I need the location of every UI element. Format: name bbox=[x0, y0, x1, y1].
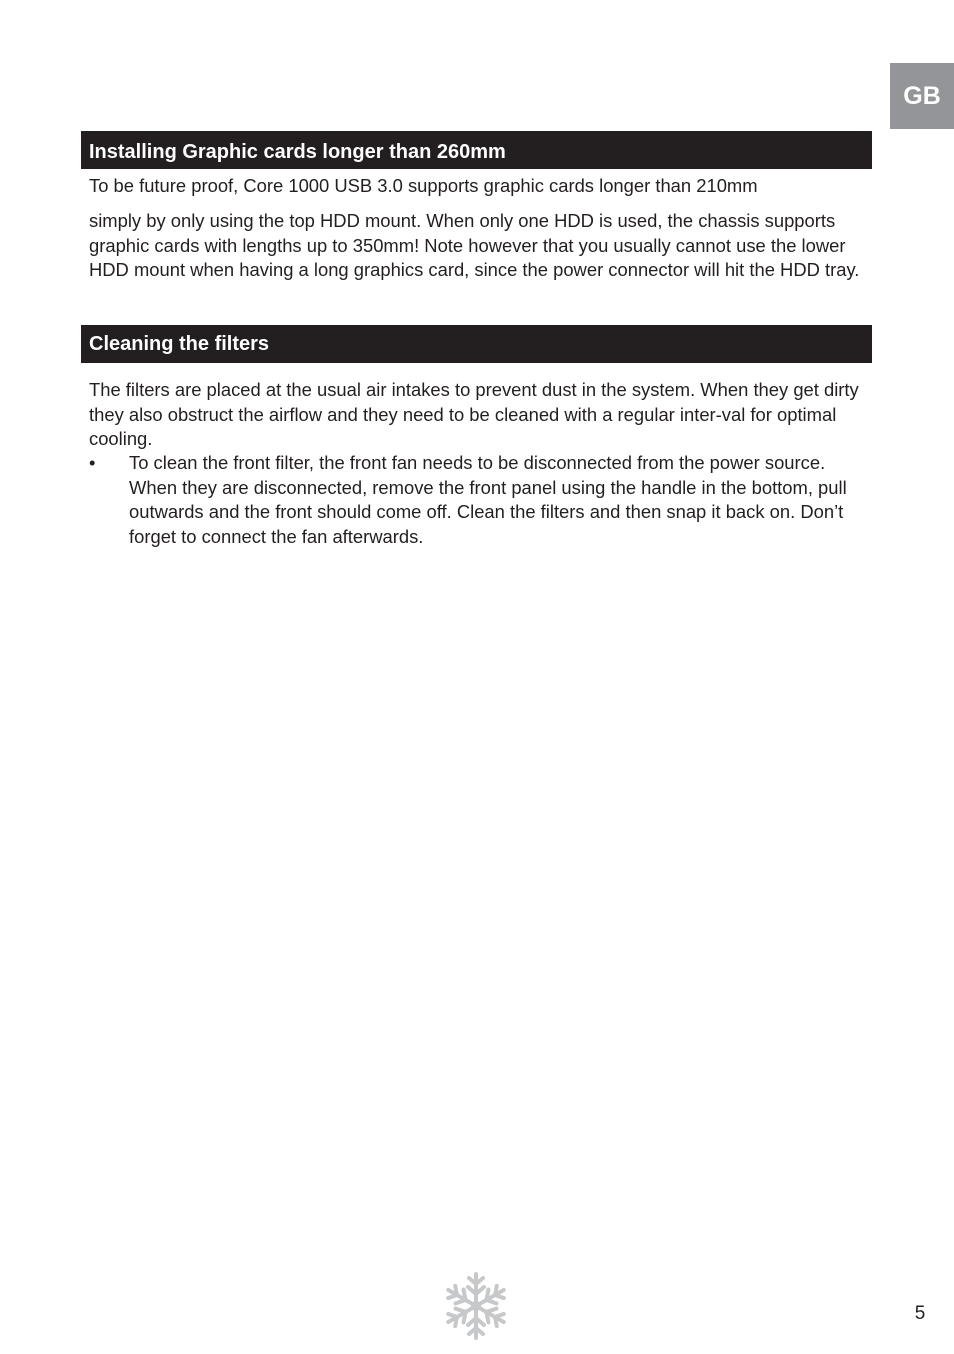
section-heading-cleaning-filters: Cleaning the filters bbox=[81, 325, 872, 363]
section-heading-graphic-cards: Installing Graphic cards longer than 260mm bbox=[81, 131, 872, 169]
paragraph-filters-intro: The filters are placed at the usual air intakes to prevent dust in the system. When they get dirty they also obstruct the airflow and they need to be cleaned with a regular inter-val for optimal cooling. bbox=[89, 379, 859, 449]
paragraph-future-proof: To be future proof, Core 1000 USB 3.0 supports graphic cards longer than 210mm bbox=[89, 175, 758, 196]
snowflake-icon bbox=[443, 1270, 509, 1342]
paragraph-hdd-mount: simply by only using the top HDD mount. When only one HDD is used, the chassis supports graphic cards with lengths up to 350mm! Note however that you usually cannot use the lower HDD mount when having a long graphics card, since the power connector will hit the HDD tray. bbox=[89, 210, 860, 280]
bullet-text: To clean the front filter, the front fan needs to be disconnected from the power source. When they are disconnected, remove the front panel using the handle in the bottom, pull outwards and the front should come off. Clean the filters and then snap it back on. Don’t forget to connect the fan afterwards. bbox=[129, 452, 847, 547]
language-tab-gb: GB bbox=[890, 63, 954, 129]
bullet-mark: • bbox=[89, 452, 96, 473]
page-number: 5 bbox=[914, 1303, 926, 1324]
